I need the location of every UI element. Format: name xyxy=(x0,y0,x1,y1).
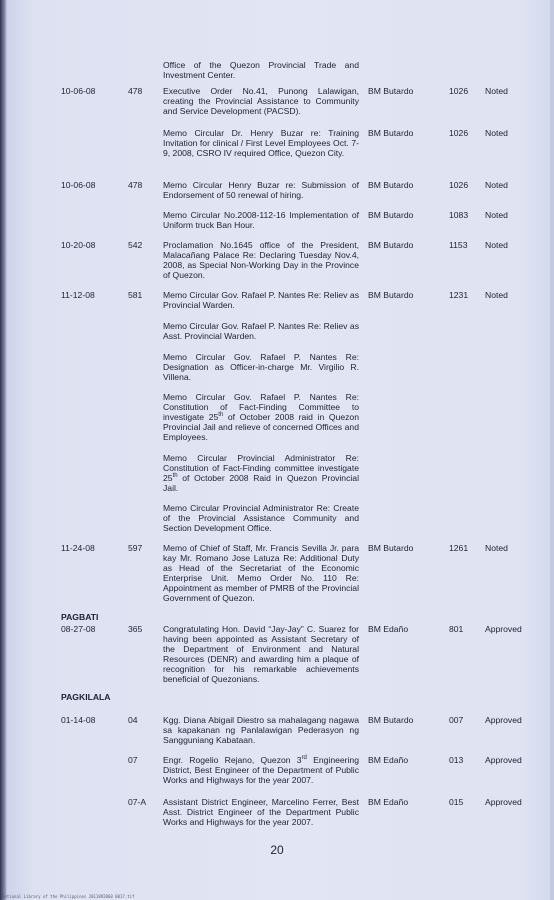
entry-number: 597 xyxy=(128,543,143,553)
entry-description: Memo Circular Gov. Rafael P. Nantes Re: Constitution of Fact-Finding Committee to investigate 25th of October 2008 raid in Quezon Provincial Jail and relieve of concerned Offices and Employees. xyxy=(163,392,359,442)
entry-description: Memo Circular Gov. Rafael P. Nantes Re: Designation as Officer-in-charge Mr. Virgilio R. Villena. xyxy=(163,352,359,382)
entry-action: Approved xyxy=(485,715,522,725)
entry-ref-number: 1026 xyxy=(449,128,469,138)
entry-ref-number: 013 xyxy=(449,755,464,765)
entry-ref-number: 1026 xyxy=(449,180,469,190)
entry-date: 08-27-08 xyxy=(61,624,96,634)
entry-date: 10-20-08 xyxy=(61,240,96,250)
entry-description: Engr. Rogelio Rejano, Quezon 3rd Engineering District, Best Engineer of the Department of Public Works and Highways for the year 2007. xyxy=(163,755,359,785)
entry-description: Memo Circular Henry Buzar re: Submission of Endorsement of 50 renewal of hiring. xyxy=(163,180,359,200)
entry-description: Memo Circular Dr. Henry Buzar re: Training Invitation for clinical / First Level Employees Oct. 7-9, 2008, CSRO IV required Office, Quezon City. xyxy=(163,128,359,158)
page-number: 20 xyxy=(270,843,284,857)
scan-edge-right xyxy=(550,0,554,900)
entry-responsible: BM Edaño xyxy=(368,797,409,807)
entry-ref-number: 1083 xyxy=(449,210,469,220)
entry-number: 07-A xyxy=(128,797,147,807)
entry-responsible: BM Edaño xyxy=(368,624,409,634)
entry-description: Assistant District Engineer, Marcelino Ferrer, Best Asst. District Engineer of the Department Public Works and Highways for the year 2007. xyxy=(163,797,359,827)
entry-description: Memo Circular No.2008-112-16 Implementation of Uniform truck Ban Hour. xyxy=(163,210,359,230)
entry-date: 01-14-08 xyxy=(61,715,96,725)
entry-action: Noted xyxy=(485,180,508,190)
entry-number: 365 xyxy=(128,624,143,634)
entry-responsible: BM Butardo xyxy=(368,86,414,96)
entry-description: Memo of Chief of Staff, Mr. Francis Sevilla Jr. para kay Mr. Romano Jose Latuza Re: Additional Duty as Head of the Secretariat of the Economic Enterprise Unit. Memo Order No. 110 Re: Appointment as member of PMRB of the Provincial Government of Quezon. xyxy=(163,543,359,603)
entry-description: Memo Circular Provincial Administrator Re: Constitution of Fact-Finding committee investigate 25th of October 2008 Raid in Quezon Provincial Jail. xyxy=(163,453,359,493)
entry-number: 07 xyxy=(128,755,138,765)
entry-description: Office of the Quezon Provincial Trade and Investment Center. xyxy=(163,60,359,80)
entry-date: 11-24-08 xyxy=(61,543,95,553)
entry-ref-number: 801 xyxy=(449,624,464,634)
entry-description: Congratulating Hon. David “Jay-Jay” C. Suarez for having been appointed as Assistant Secretary of the Department of Environment and Natural Resources (DENR) and awarding him a plaque of recognition for his remarkable achievements beneficial of Quezonians. xyxy=(163,624,359,684)
entry-description: Proclamation No.1645 office of the President, Malacañang Palace Re: Declaring Tuesday Nov.4, 2008, as Special Non-Working Day in the Province of Quezon. xyxy=(163,240,359,280)
section-heading-pagbati: PAGBATI xyxy=(61,612,99,622)
entry-description: Memo Circular Gov. Rafael P. Nantes Re: Reliev as Provincial Warden. xyxy=(163,290,359,310)
section-heading-pagkilala: PAGKILALA xyxy=(61,692,111,702)
entry-number: 542 xyxy=(128,240,143,250)
entry-date: 10-06-08 xyxy=(61,86,96,96)
entry-number: 581 xyxy=(128,290,143,300)
entry-number: 478 xyxy=(128,180,143,190)
entry-description: Kgg. Diana Abigail Diestro sa mahalagang nagawa sa kapakanan ng Panlalawigan Pederasyon ng Sangguniang Kabataan. xyxy=(163,715,359,745)
entry-responsible: BM Butardo xyxy=(368,210,414,220)
entry-action: Noted xyxy=(485,543,508,553)
entry-responsible: BM Butardo xyxy=(368,715,414,725)
entry-date: 10-06-08 xyxy=(61,180,96,190)
entry-responsible: BM Butardo xyxy=(368,180,414,190)
entry-action: Noted xyxy=(485,240,508,250)
scan-footer: National Library of the Philippines 2011892060 0017.tif xyxy=(2,894,135,899)
entry-action: Approved xyxy=(485,797,522,807)
entry-action: Noted xyxy=(485,210,508,220)
entry-action: Approved xyxy=(485,624,522,634)
entry-ref-number: 1231 xyxy=(449,290,469,300)
entry-number: 478 xyxy=(128,86,143,96)
entry-responsible: BM Butardo xyxy=(368,290,414,300)
entry-responsible: BM Butardo xyxy=(368,240,414,250)
scan-edge xyxy=(0,0,7,900)
entry-description: Executive Order No.41, Punong Lalawigan, creating the Provincial Assistance to Community and Service Development (PACSD). xyxy=(163,86,359,116)
entry-description: Memo Circular Provincial Administrator Re: Create of the Provincial Assistance Community and Section Development Office. xyxy=(163,503,359,533)
entry-date: 11-12-08 xyxy=(61,290,95,300)
entry-responsible: BM Butardo xyxy=(368,543,414,553)
entry-action: Noted xyxy=(485,128,508,138)
entry-action: Approved xyxy=(485,755,522,765)
entry-ref-number: 007 xyxy=(449,715,464,725)
entry-ref-number: 1026 xyxy=(449,86,469,96)
entry-ref-number: 1261 xyxy=(449,543,469,553)
entry-description: Memo Circular Gov. Rafael P. Nantes Re: Reliev as Asst. Provincial Warden. xyxy=(163,321,359,341)
entry-ref-number: 1153 xyxy=(449,240,468,250)
entry-ref-number: 015 xyxy=(449,797,464,807)
entry-action: Noted xyxy=(485,290,508,300)
entry-responsible: BM Butardo xyxy=(368,128,414,138)
entry-responsible: BM Edaño xyxy=(368,755,409,765)
entry-number: 04 xyxy=(128,715,138,725)
entry-action: Noted xyxy=(485,86,508,96)
